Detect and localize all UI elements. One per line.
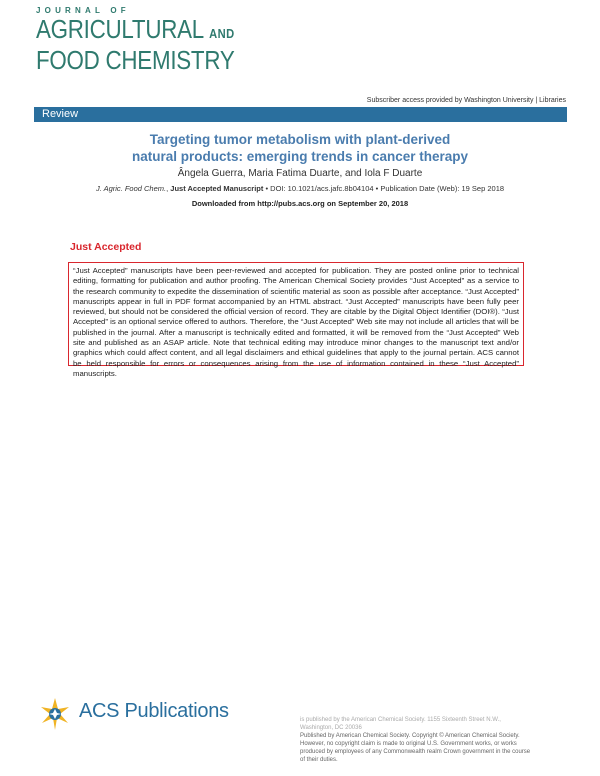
citation-doi: • DOI: 10.1021/acs.jafc.8b04104 • Publication Date (Web): 19 Sep 2018 bbox=[263, 184, 505, 193]
citation-journal: J. Agric. Food Chem. bbox=[95, 184, 167, 193]
journal-logo bbox=[36, 6, 235, 75]
section-label: Review bbox=[42, 108, 79, 120]
subscriber-access-note: Subscriber access provided by Washington University | Libraries bbox=[366, 97, 566, 104]
footer-line2: Washington, DC 20036 bbox=[300, 725, 362, 731]
just-accepted-body: “Just Accepted” manuscripts have been peer-reviewed and accepted for publication. They are posted online prior to technical editing, formatting for publication and author proofing. The American Chemical Society provides “Just Accepted” as a service to the research community to expedite the dissemination of scientific material as soon as possible after acceptance. “Just Accepted” manuscripts appear in full in PDF format accompanied by an HTML abstract. “Just Accepted” manuscripts have been fully peer reviewed, but should not be considered the official version of record. They are citable by the Digital Object Identifier (DOI®). “Just Accepted” is an optional service offered to authors. Therefore, the “Just Accepted” Web site may not include all articles that will be published in the journal. After a manuscript is technically edited and formatted, it will be removed from the “Just Accepted” Web site and published as an ASAP article. Note that technical editing may introduce minor changes to the manuscript text and/or graphics which could affect content, and all legal disclaimers and ethical guidelines that apply to the journal pertain. ACS cannot be held responsible for errors or consequences arising from the use of information contained in these “Just Accepted” manuscripts. bbox=[73, 266, 519, 378]
article-title-line1: Targeting tumor metabolism with plant-derived bbox=[149, 132, 451, 147]
publisher-footer bbox=[300, 716, 568, 764]
acs-star-icon bbox=[35, 697, 75, 731]
journal-logo-line2: FOOD CHEMISTRY bbox=[36, 45, 235, 75]
article-title-line2: natural products: emerging trends in cancer therapy bbox=[131, 149, 469, 164]
article-title bbox=[0, 131, 600, 165]
journal-logo-and: AND bbox=[209, 26, 235, 41]
just-accepted-heading: Just Accepted bbox=[70, 241, 142, 253]
footer-line6: of their duties. bbox=[300, 757, 338, 763]
acs-publications-logo bbox=[35, 697, 235, 731]
footer-line5: produced by employees of any Commonwealth realm Crown government in the course bbox=[300, 749, 531, 755]
download-note: Downloaded from http://pubs.acs.org on September 20, 2018 bbox=[191, 199, 409, 208]
section-bar bbox=[34, 107, 567, 122]
authors: Ângela Guerra, Maria Fatima Duarte, and Iola F Duarte bbox=[177, 168, 423, 179]
journal-logo-top: JOURNAL OF bbox=[36, 6, 130, 15]
citation-status: Just Accepted Manuscript bbox=[170, 184, 264, 193]
footer-line4: However, no copyright claim is made to original U.S. Government works, or works bbox=[300, 741, 517, 747]
journal-logo-line1: AGRICULTURAL AND bbox=[36, 14, 235, 44]
just-accepted-box bbox=[68, 262, 524, 378]
footer-line3: Published by American Chemical Society. Copyright © American Chemical Society. bbox=[300, 733, 520, 739]
footer-line1: is published by the American Chemical Society. 1155 Sixteenth Street N.W., bbox=[300, 717, 501, 723]
acs-publications-name: ACS Publications bbox=[79, 700, 229, 722]
citation: J. Agric. Food Chem., Just Accepted Manuscript • DOI: 10.1021/acs.jafc.8b04104 • Publication Date (Web): 19 Sep 2018 bbox=[95, 184, 505, 193]
